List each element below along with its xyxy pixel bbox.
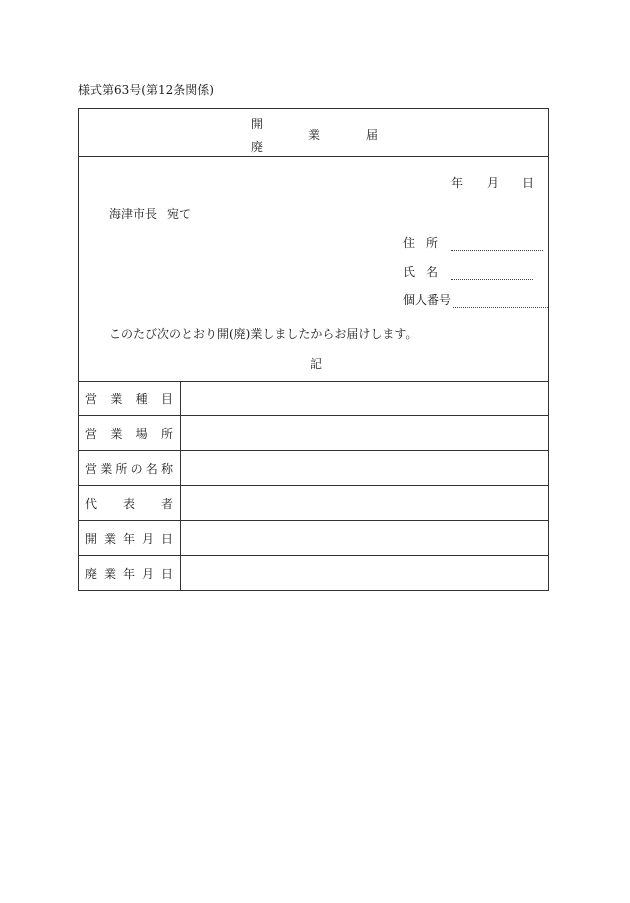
row-value-cell[interactable] bbox=[181, 521, 548, 555]
row-label-char: 日 bbox=[160, 567, 173, 581]
table-row bbox=[79, 381, 548, 416]
row-value-cell[interactable] bbox=[181, 416, 548, 450]
personal-number-line[interactable] bbox=[453, 295, 548, 308]
row-label-char: 廃 bbox=[85, 567, 98, 581]
table-row bbox=[79, 521, 548, 556]
title-open: 開 bbox=[251, 117, 264, 131]
title-gyo: 業 bbox=[308, 128, 321, 142]
date-month-label: 月 bbox=[487, 176, 500, 190]
row-value-cell[interactable] bbox=[181, 381, 548, 415]
notification-form bbox=[78, 108, 549, 591]
row-label-char: 種 bbox=[135, 391, 148, 406]
addressee-suffix: 宛て bbox=[167, 207, 192, 221]
row-label-char: 名 bbox=[145, 461, 158, 476]
row-label bbox=[79, 486, 181, 520]
row-label-char: 月 bbox=[141, 531, 154, 546]
row-label-char: 年 bbox=[122, 567, 135, 581]
row-label bbox=[79, 556, 181, 591]
row-label bbox=[79, 521, 181, 555]
title-todoke: 届 bbox=[366, 128, 379, 142]
table-row bbox=[79, 416, 548, 451]
ki-heading: 記 bbox=[310, 357, 323, 371]
form-number-label: 様式第63号(第12条関係) bbox=[78, 83, 214, 97]
form-body bbox=[79, 156, 548, 382]
row-label-char: 営 bbox=[85, 461, 98, 476]
row-label-char: 業 bbox=[103, 531, 116, 546]
row-value-cell[interactable] bbox=[181, 451, 548, 485]
row-label-char: 年 bbox=[122, 531, 135, 546]
row-label-char: 月 bbox=[141, 567, 154, 581]
row-label-char: 業 bbox=[103, 567, 116, 581]
row-label-char: の bbox=[130, 461, 143, 476]
row-label bbox=[79, 381, 181, 415]
row-label-char: 場 bbox=[135, 426, 148, 441]
row-value-cell[interactable] bbox=[181, 556, 548, 591]
addressee bbox=[109, 205, 191, 222]
table-row bbox=[79, 451, 548, 486]
statement-text: このたび次のとおり開(廃)業しましたからお届けします。 bbox=[109, 327, 418, 341]
row-label-char: 所 bbox=[115, 461, 128, 476]
addressee-name: 海津市長 bbox=[109, 207, 158, 221]
name-label: 氏名 bbox=[403, 265, 450, 279]
row-label-char: 業 bbox=[110, 426, 123, 441]
form-title bbox=[79, 109, 548, 157]
date-year-label: 年 bbox=[451, 176, 464, 190]
name-field[interactable] bbox=[403, 263, 533, 280]
address-line[interactable] bbox=[451, 238, 543, 251]
row-label-char: 目 bbox=[160, 391, 173, 406]
row-label-char: 表 bbox=[122, 496, 135, 511]
personal-number-label: 個人番号 bbox=[403, 293, 452, 307]
row-label bbox=[79, 451, 181, 485]
row-label-char: 称 bbox=[160, 461, 173, 476]
address-field[interactable] bbox=[403, 234, 543, 251]
name-line[interactable] bbox=[451, 267, 533, 280]
row-label-char: 営 bbox=[85, 391, 98, 406]
date-day-label: 日 bbox=[522, 176, 535, 190]
address-label: 住所 bbox=[403, 236, 450, 250]
row-label-char: 者 bbox=[160, 496, 173, 511]
row-label-char: 代 bbox=[85, 496, 98, 511]
personal-number-field[interactable] bbox=[403, 291, 548, 308]
row-label-char: 営 bbox=[85, 426, 98, 441]
row-label-char: 所 bbox=[160, 426, 173, 441]
title-close: 廃 bbox=[251, 140, 264, 154]
row-label-char: 業 bbox=[110, 391, 123, 406]
row-label-char: 業 bbox=[100, 461, 113, 476]
row-label-char: 開 bbox=[85, 531, 98, 546]
row-value-cell[interactable] bbox=[181, 486, 548, 520]
table-row bbox=[79, 486, 548, 521]
row-label bbox=[79, 416, 181, 450]
row-label-char: 日 bbox=[160, 531, 173, 546]
detail-table bbox=[79, 381, 548, 591]
table-row bbox=[79, 556, 548, 591]
